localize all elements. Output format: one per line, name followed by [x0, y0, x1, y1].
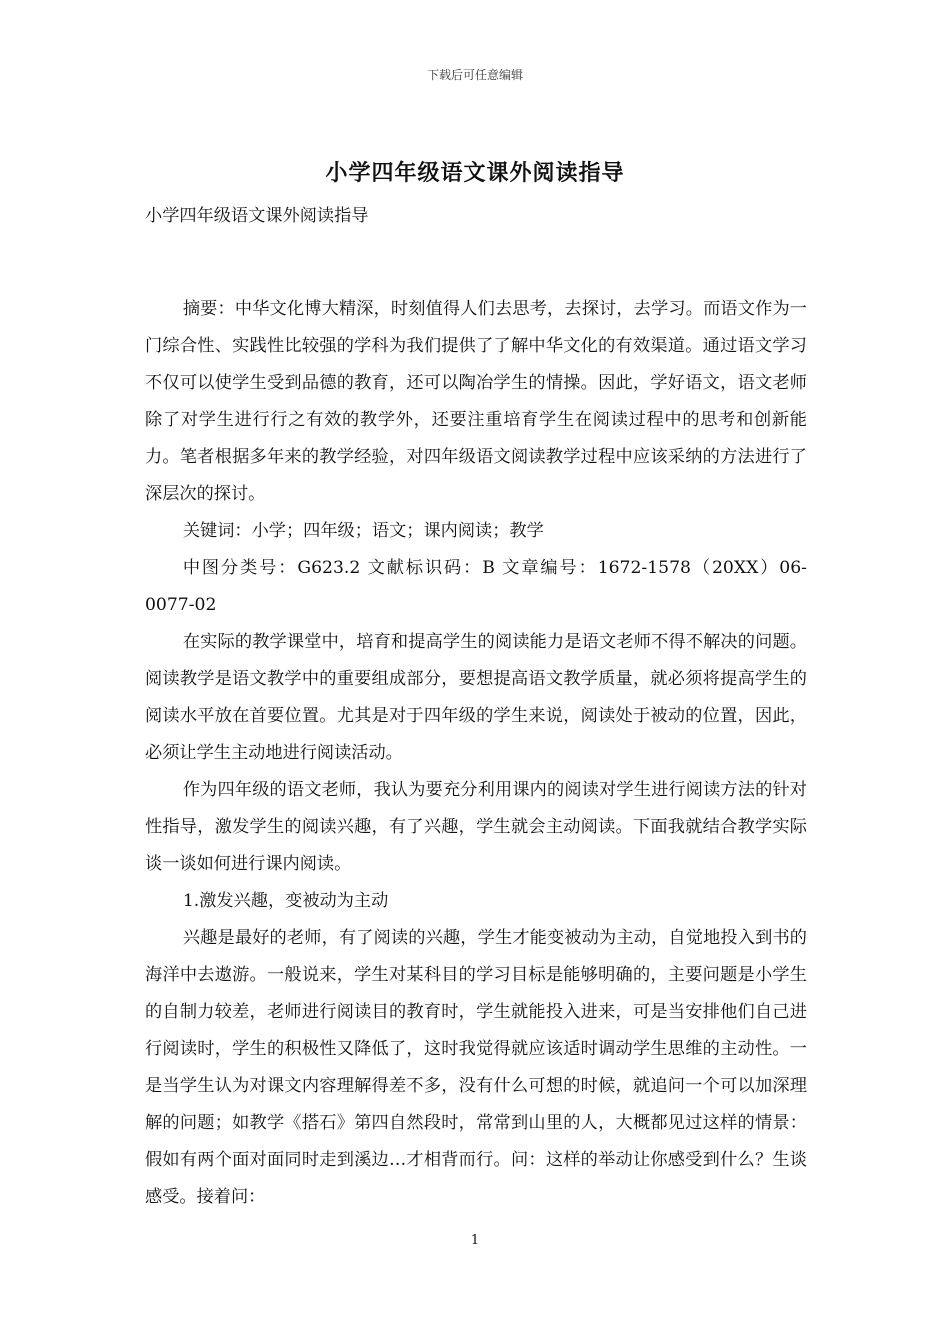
- body-paragraph: 在实际的教学课堂中，培育和提高学生的阅读能力是语文老师不得不解决的问题。阅读教学是语文教学中的重要组成部分，要想提高语文教学质量，就必须将提高学生的阅读水平放在首要位置。尤其是对于四年级的学生来说，阅读处于被动的位置，因此，必须让学生主动地进行阅读活动。: [145, 632, 807, 763]
- page-header: 下载后可任意编辑: [426, 68, 523, 82]
- keywords-line: 关键词：小学；四年级；语文；课内阅读；教学: [182, 521, 544, 541]
- page-number: 1: [470, 1233, 480, 1248]
- document-body: [145, 198, 807, 1216]
- spacer: [145, 235, 807, 291]
- subtitle: 小学四年级语文课外阅读指导: [145, 206, 369, 226]
- classification-line: 中图分类号：G623.2 文献标识码：B 文章编号：1672-1578（20XX）06-0077-02: [145, 558, 807, 615]
- document-title: 小学四年级语文课外阅读指导: [325, 160, 625, 186]
- abstract-paragraph: 摘要：中华文化博大精深，时刻值得人们去思考，去探讨，去学习。而语文作为一门综合性、实践性比较强的学科为我们提供了了解中华文化的有效渠道。通过语文学习不仅可以使学生受到品德的教育，还可以陶冶学生的情操。因此，学好语文，语文老师除了对学生进行行之有效的教学外，还要注重培育学生在阅读过程中的思考和创新能力。笔者根据多年来的教学经验，对四年级语文阅读教学过程中应该采纳的方法进行了深层次的探讨。: [145, 299, 807, 504]
- section-heading: 1.激发兴趣，变被动为主动: [182, 891, 389, 911]
- body-paragraph: 兴趣是最好的老师，有了阅读的兴趣，学生才能变被动为主动，自觉地投入到书的海洋中去遨游。一般说来，学生对某科目的学习目标是能够明确的，主要问题是小学生的自制力较差，老师进行阅读目的教育时，学生就能投入进来，可是当安排他们自己进行阅读时，学生的积极性又降低了，这时我觉得就应该适时调动学生思维的主动性。一是当学生认为对课文内容理解得差不多，没有什么可想的时候，就追问一个可以加深理解的问题；如教学《搭石》第四自然段时，常常到山里的人，大概都见过这样的情景：假如有两个面对面同时走到溪边…才相背而行。问：这样的举动让你感受到什么？生谈感受。接着问：: [145, 928, 807, 1207]
- body-paragraph: 作为四年级的语文老师，我认为要充分利用课内的阅读对学生进行阅读方法的针对性指导，激发学生的阅读兴趣，有了兴趣，学生就会主动阅读。下面我就结合教学实际谈一谈如何进行课内阅读。: [145, 780, 807, 874]
